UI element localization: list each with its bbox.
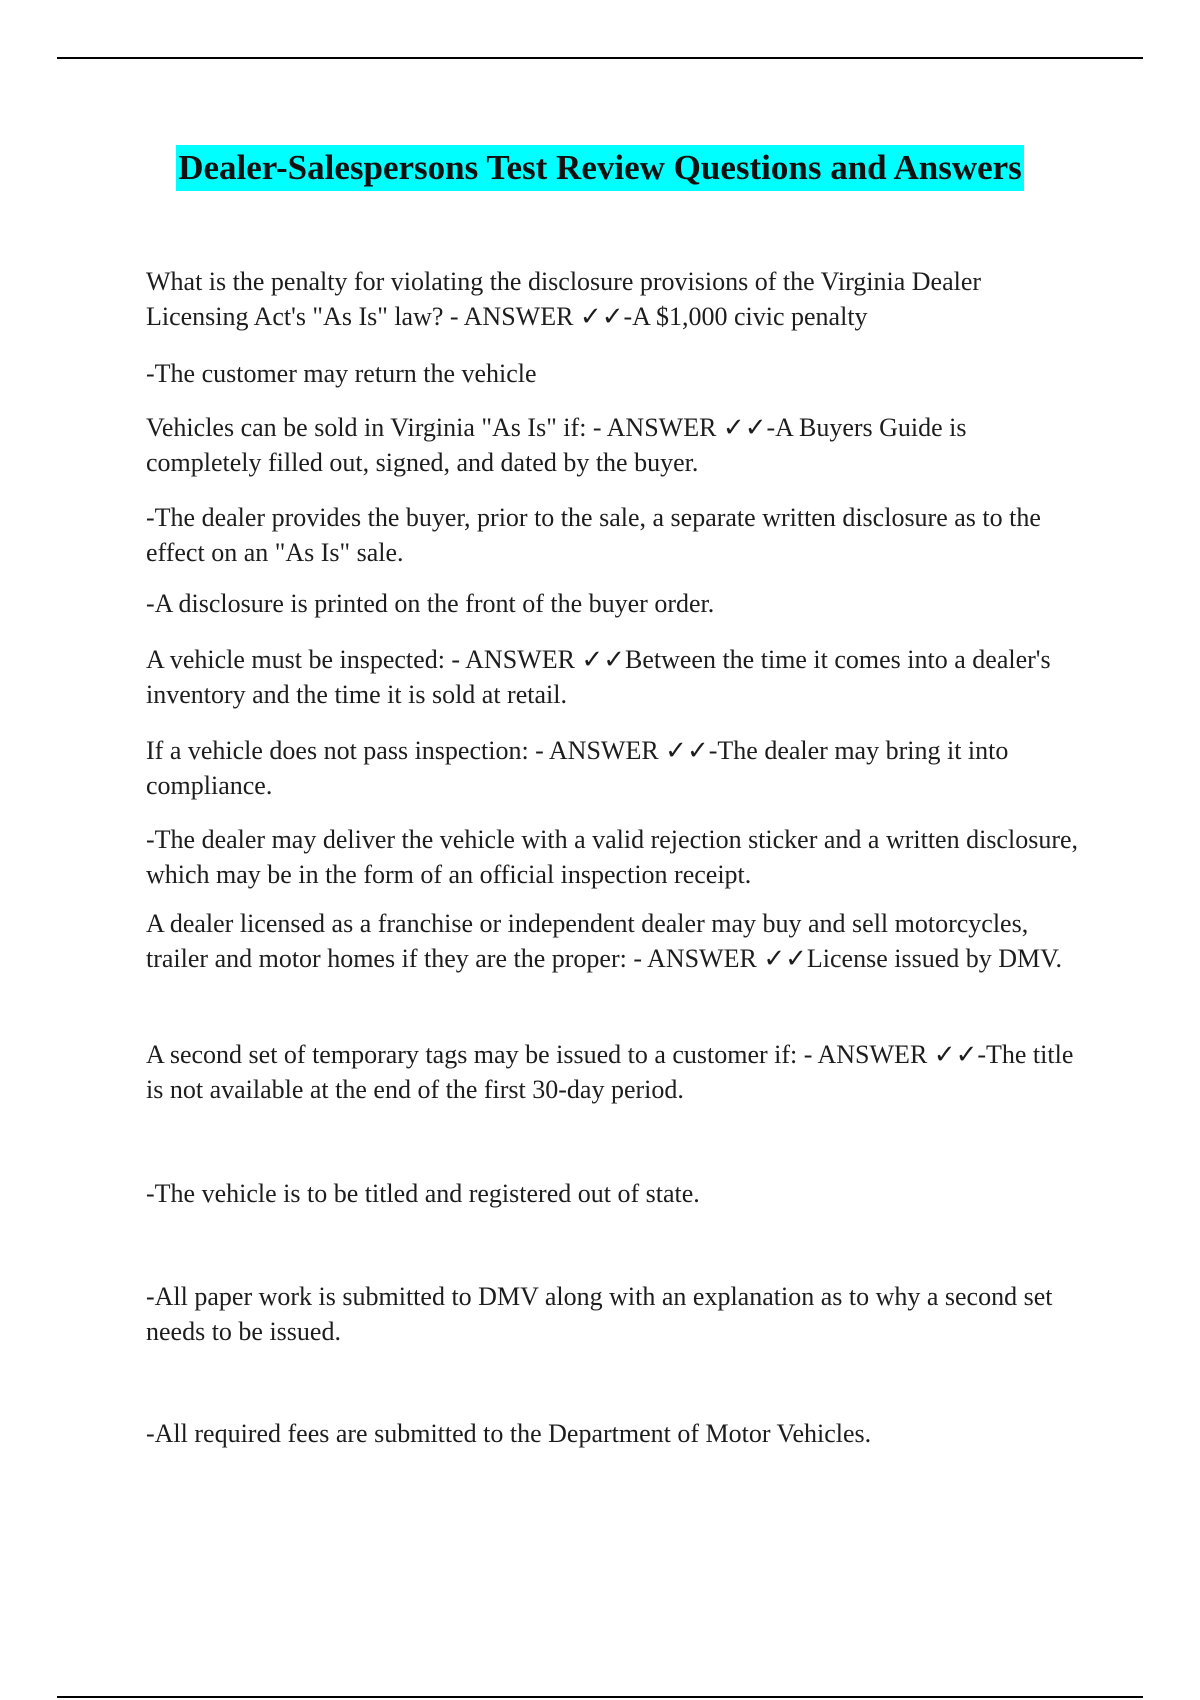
question-paragraph: A second set of temporary tags may be issued to a customer if: - ANSWER ✓✓-The title is not available at the end of the first 30-day period. [146, 1040, 1074, 1104]
question-paragraph: What is the penalty for violating the disclosure provisions of the Virginia Dealer Licensing Act's "As Is" law? - ANSWER ✓✓-A $1,000 civic penalty [146, 267, 982, 331]
answer-paragraph: -A disclosure is printed on the front of the buyer order. [146, 589, 715, 618]
title-container [0, 145, 1200, 191]
answer-paragraph: -The dealer provides the buyer, prior to the sale, a separate written disclosure as to the effect on an "As Is" sale. [146, 503, 1041, 567]
answer-paragraph: -All required fees are submitted to the Department of Motor Vehicles. [146, 1419, 872, 1448]
answer-paragraph: -The dealer may deliver the vehicle with a valid rejection sticker and a written disclosure, which may be in the form of an official inspection receipt. [146, 825, 1079, 889]
question-paragraph: If a vehicle does not pass inspection: - ANSWER ✓✓-The dealer may bring it into compliance. [146, 736, 1009, 800]
question-paragraph: Vehicles can be sold in Virginia "As Is" if: - ANSWER ✓✓-A Buyers Guide is completely filled out, signed, and dated by the buyer. [146, 413, 967, 477]
bottom-rule [57, 1696, 1143, 1698]
question-paragraph: A dealer licensed as a franchise or independent dealer may buy and sell motorcycles, trailer and motor homes if they are the proper: - ANSWER ✓✓License issued by DMV. [146, 909, 1063, 973]
document-title: Dealer-Salespersons Test Review Questions and Answers [176, 145, 1024, 191]
answer-paragraph: -The customer may return the vehicle [146, 359, 537, 388]
question-paragraph: A vehicle must be inspected: - ANSWER ✓✓Between the time it comes into a dealer's inventory and the time it is sold at retail. [146, 645, 1051, 709]
answer-paragraph: -The vehicle is to be titled and registered out of state. [146, 1179, 700, 1208]
top-rule [57, 57, 1143, 59]
answer-paragraph: -All paper work is submitted to DMV along with an explanation as to why a second set needs to be issued. [146, 1282, 1053, 1346]
